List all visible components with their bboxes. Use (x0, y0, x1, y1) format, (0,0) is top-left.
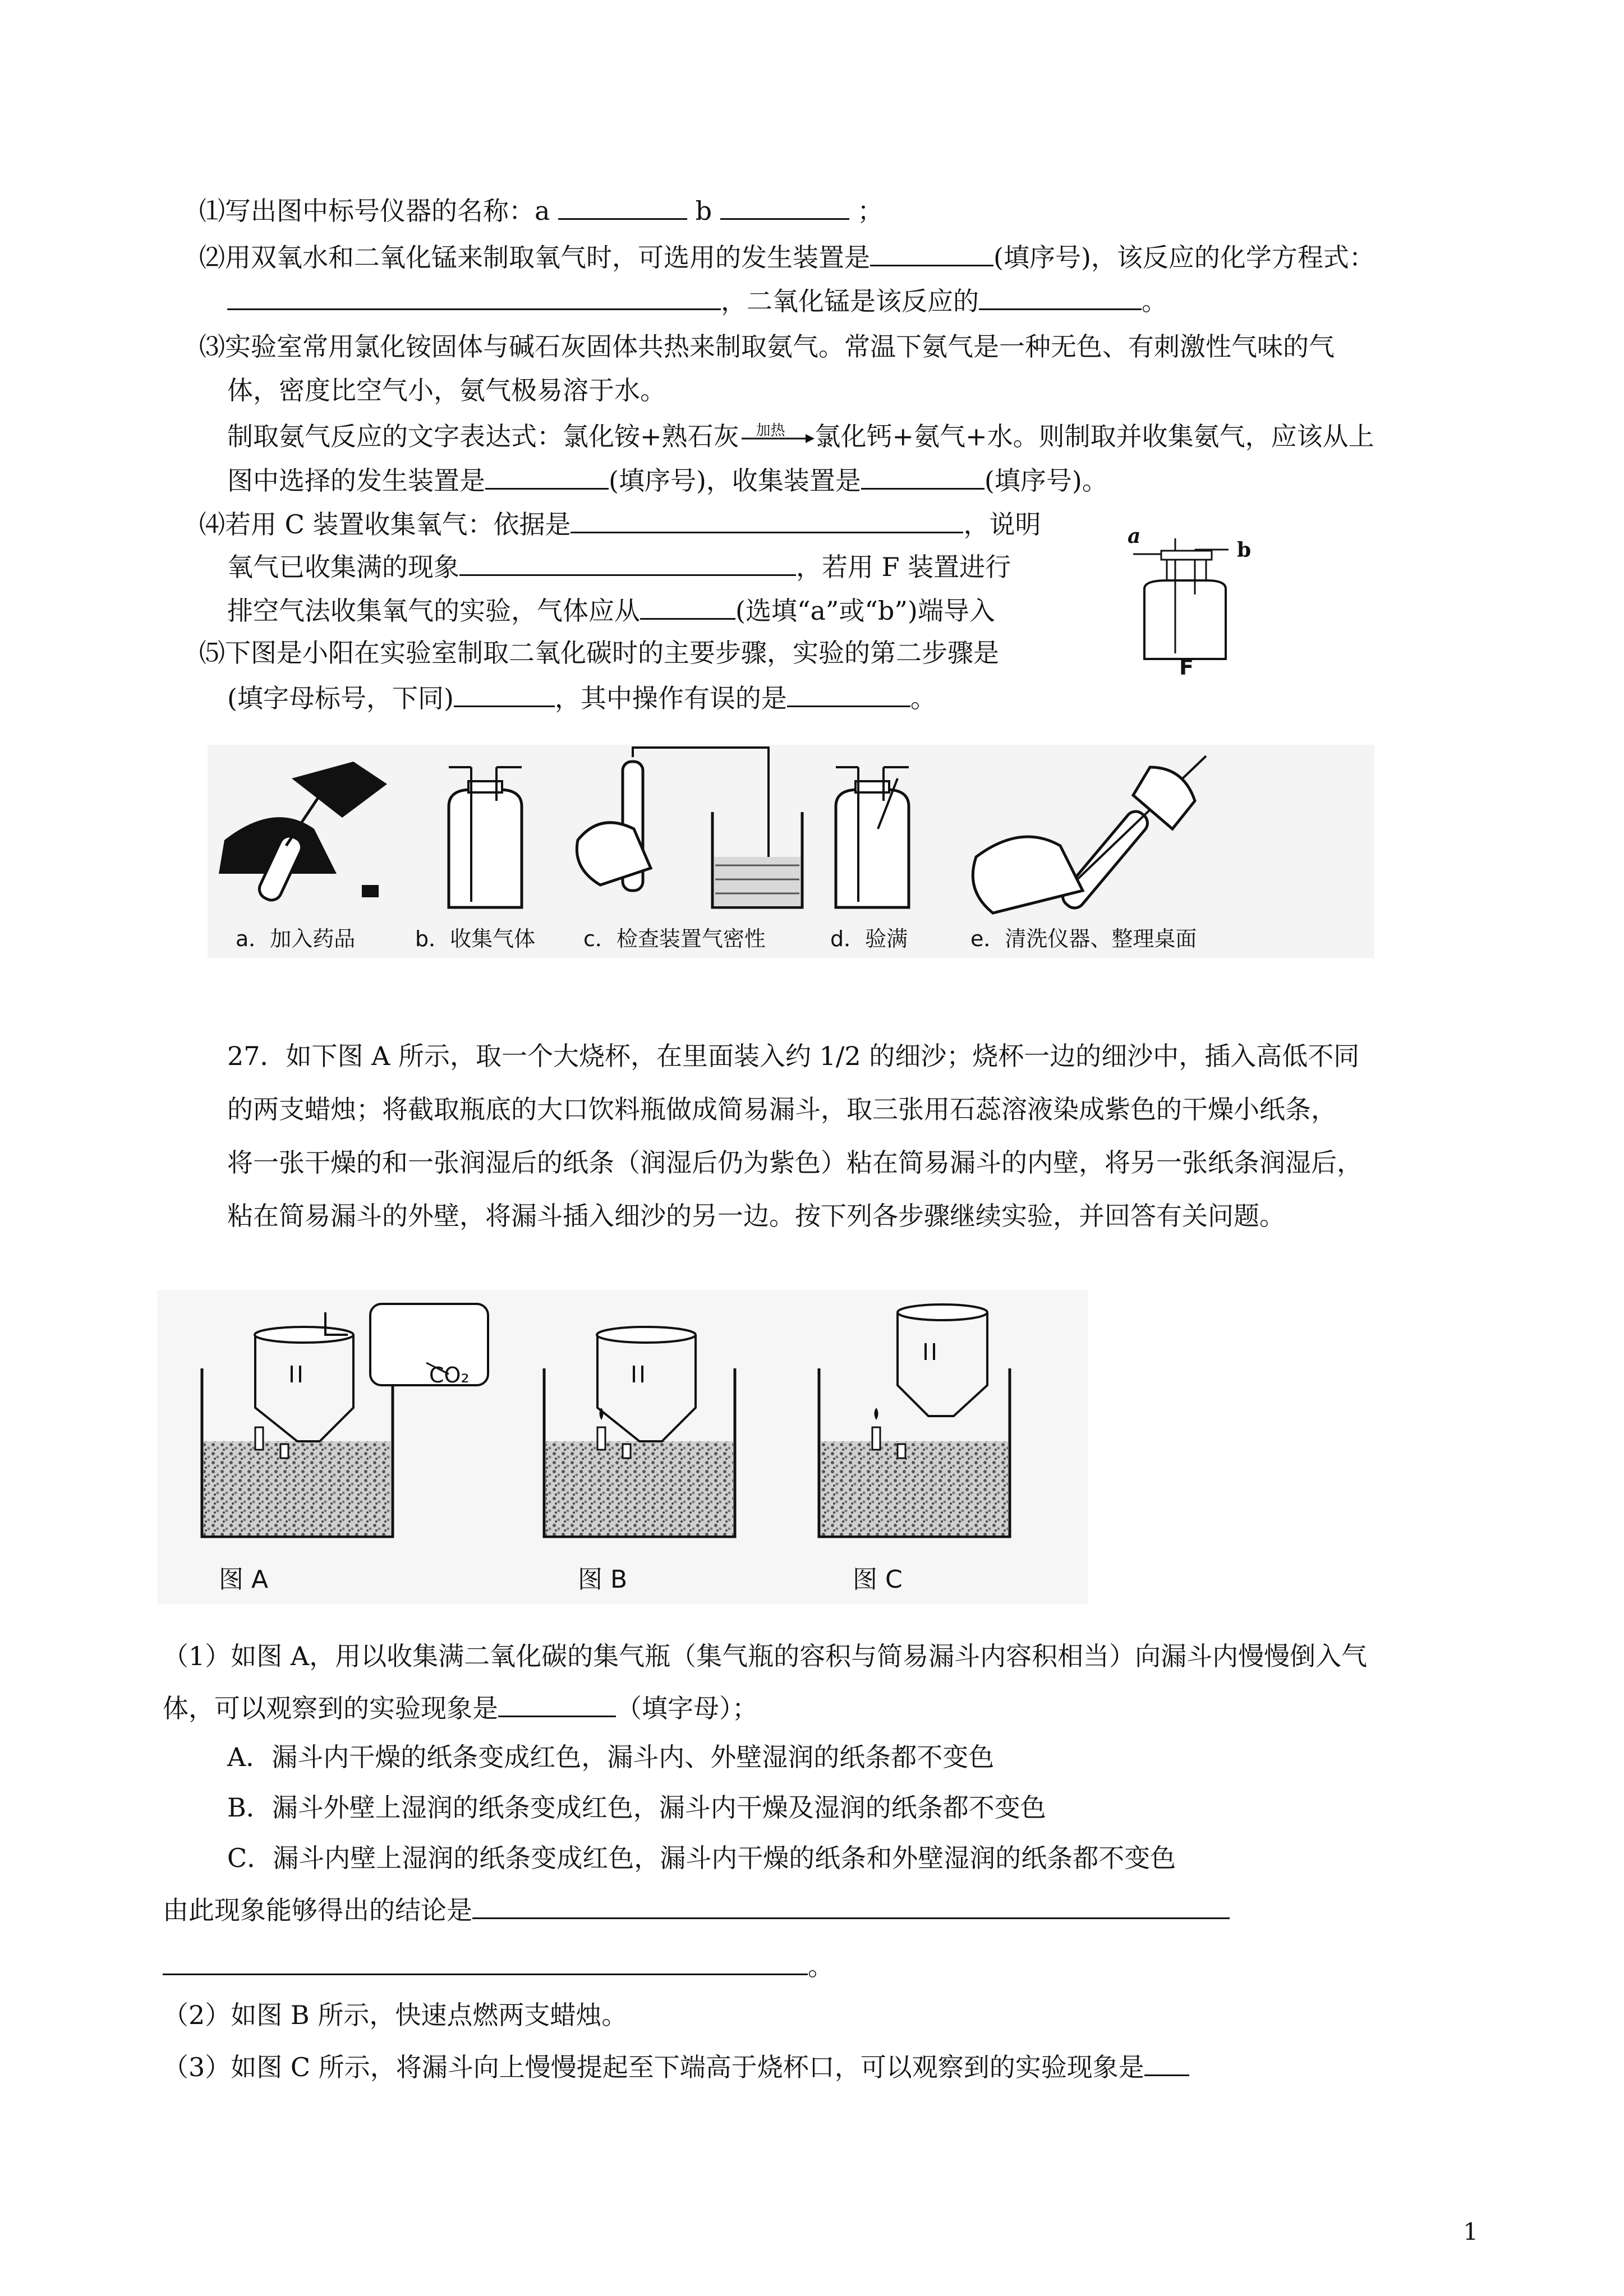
heat-arrow: 加热 (739, 421, 815, 445)
step-b-caption: b．收集气体 (415, 926, 536, 951)
q26-p5-line2: (填字母标号，下同) ，其中操作有误的是 。 (227, 681, 936, 714)
port-b-label: b (1237, 538, 1252, 562)
answer-blank-conclusion-cont[interactable] (163, 1949, 808, 1975)
q27-option-a: A．漏斗内干燥的纸条变成红色，漏斗内、外壁湿润的纸条都不变色 (227, 1742, 995, 1772)
q27-intro-line4: 粘在简易漏斗的外壁，将漏斗插入细沙的另一边。按下列各步骤继续实验，并回答有关问题。 (227, 1201, 1285, 1231)
figure-b-caption: 图 B (578, 1565, 628, 1594)
step-e-caption: e．清洗仪器、整理桌面 (970, 926, 1197, 951)
step-e-illustration (973, 756, 1206, 913)
answer-blank-second-step[interactable] (454, 681, 555, 707)
answer-blank-generator[interactable] (870, 240, 993, 266)
q27-option-b: B．漏斗外壁上湿润的纸条变成红色，漏斗内干燥及湿润的纸条都不变色 (227, 1792, 1046, 1823)
answer-blank-b[interactable] (720, 193, 849, 220)
q26-p3-line2: 体，密度比空气小，氨气极易溶于水。 (227, 375, 666, 405)
port-a-label: a (1128, 524, 1141, 548)
answer-blank-equation[interactable] (227, 284, 721, 310)
step-d-illustration (836, 767, 909, 907)
answer-blank-basis[interactable] (571, 507, 963, 533)
co2-steps-figure (208, 745, 1374, 958)
answer-blank-full-phenomenon[interactable] (459, 550, 796, 576)
q26-p4-line2: 氧气已收集满的现象 ，若用 F 装置进行 (227, 550, 1011, 583)
page-number: 1 (1463, 2218, 1478, 2246)
co2-bottle-label: CO₂ (429, 1363, 470, 1387)
q27-sub2: （2）如图 B 所示，快速点燃两支蜡烛。 (163, 2000, 628, 2030)
answer-blank-nh3-generator[interactable] (485, 463, 609, 490)
q27-conclusion-line1: 由此现象能够得出的结论是 (163, 1893, 1230, 1926)
figure-c-illustration (819, 1304, 1010, 1537)
q27-intro-line1: 27．如下图 A 所示，取一个大烧杯，在里面装入约 1/2 的细沙；烧杯一边的细沙中，插入高低不同 (227, 1041, 1360, 1071)
step-d-caption: d．验满 (830, 926, 908, 951)
figure-a-illustration (202, 1304, 488, 1537)
figure-f-caption: F (1179, 655, 1194, 680)
step-a-illustration (219, 762, 387, 903)
steps-drawing (208, 745, 1374, 919)
figure-a-caption: 图 A (219, 1565, 269, 1594)
q26-p5-line1: ⑸下图是小阳在实验室制取二氧化碳时的主要步骤，实验的第二步骤是 (199, 638, 999, 668)
q26-p1: ⑴写出图中标号仪器的名称：a b ； (199, 193, 883, 227)
q26-p3-line1: ⑶实验室常用氯化铵固体与碱石灰固体共热来制取氨气。常温下氨气是一种无色、有刺激性气味的气 (199, 331, 1335, 362)
q27-sub1-line1: （1）如图 A，用以收集满二氧化碳的集气瓶（集气瓶的容积与简易漏斗内容积相当）向漏斗内慢慢倒入气 (163, 1641, 1368, 1671)
q26-p3-line3: 制取氨气反应的文字表达式：氯化铵+熟石灰 加热 氯化钙+氨气+水。则制取并收集氨气，应该从上 (227, 421, 1374, 451)
answer-blank-a[interactable] (558, 193, 687, 220)
step-a-caption: a．加入药品 (236, 926, 356, 951)
answer-blank-role[interactable] (979, 284, 1142, 310)
answer-blank-sub3[interactable] (1144, 2050, 1189, 2076)
answer-blank-nh3-collector[interactable] (861, 463, 984, 490)
q27-intro-line3: 将一张干燥的和一张润湿后的纸条（润湿后仍为紫色）粘在简易漏斗的内壁，将另一张纸条润湿后， (227, 1147, 1363, 1178)
q27-option-c: C．漏斗内壁上湿润的纸条变成红色，漏斗内干燥的纸条和外壁湿润的纸条都不变色 (227, 1843, 1176, 1873)
answer-blank-conclusion[interactable] (472, 1893, 1230, 1919)
step-c-illustration (577, 748, 802, 907)
q26-p2-line2: ，二氧化锰是该反应的 。 (227, 284, 1167, 317)
step-c-caption: c．检查装置气密性 (583, 926, 766, 951)
q26-p3-line4: 图中选择的发生装置是 (填序号)，收集装置是 (填序号)。 (227, 463, 1108, 496)
q27-figures (157, 1290, 1088, 1604)
figures-abc-drawing (157, 1290, 1088, 1553)
q26-p4-line1: ⑷若用 C 装置收集氧气：依据是 ，说明 (199, 507, 1041, 540)
answer-blank-port[interactable] (640, 593, 735, 620)
q26-p2-line1: ⑵用双氧水和二氧化锰来制取氧气时，可选用的发生装置是 (填序号)，该反应的化学方程式： (199, 240, 1375, 273)
q27-sub1-line2: 体，可以观察到的实验现象是 （填字母）； (163, 1691, 758, 1724)
q27-conclusion-line2: 。 (163, 1949, 834, 1982)
answer-blank-phenomenon[interactable] (498, 1691, 616, 1717)
q26-p4-line3: 排空气法收集氧气的实验，气体应从 (选填“a”或“b”)端导入 (227, 593, 995, 626)
figure-b-illustration (544, 1327, 735, 1537)
figure-c-caption: 图 C (853, 1565, 903, 1594)
figure-f-gas-bottle (1128, 524, 1257, 680)
answer-blank-wrong-step[interactable] (787, 681, 910, 707)
q27-intro-line2: 的两支蜡烛；将截取瓶底的大口饮料瓶做成简易漏斗，取三张用石蕊溶液染成紫色的干燥小纸条， (227, 1094, 1337, 1124)
step-b-illustration (449, 767, 522, 907)
q27-sub3: （3）如图 C 所示，将漏斗向上慢慢提起至下端高于烧杯口，可以观察到的实验现象是 (163, 2050, 1189, 2083)
